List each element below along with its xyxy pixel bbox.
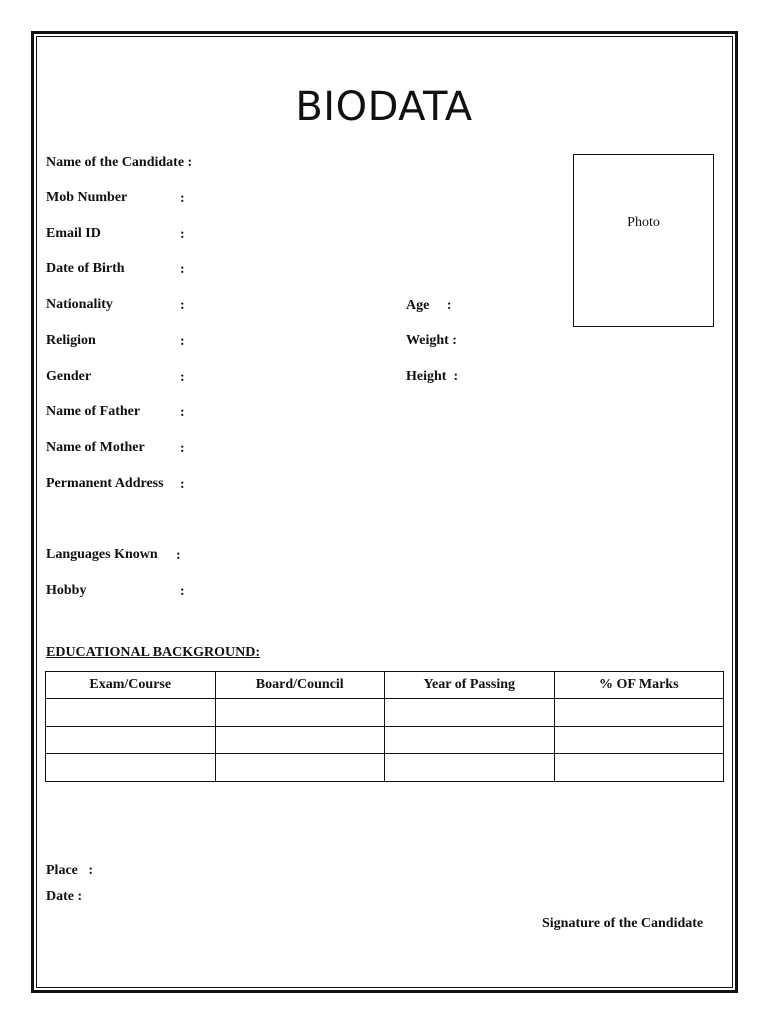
column-header-exam-course: Exam/Course [46,672,216,699]
religion-colon: : [180,334,185,349]
column-header-year-of-passing: Year of Passing [385,672,555,699]
table-cell [385,699,555,727]
hobby-colon: : [180,584,185,599]
hobby-label: Hobby [46,583,87,598]
table-cell [554,699,724,727]
photo-box [573,154,714,327]
email-label: Email ID [46,226,101,241]
mother-name-label: Name of Mother [46,440,145,455]
father-name-label: Name of Father [46,404,141,419]
table-cell [554,726,724,754]
address-colon: : [180,477,185,492]
table-cell [385,754,555,782]
candidate-name-label: Name of the Candidate : [46,155,193,170]
religion-label: Religion [46,333,96,348]
table-row [46,754,724,782]
dob-label: Date of Birth [46,261,125,276]
place-label: Place : [46,863,94,878]
nationality-colon: : [180,298,185,313]
table-cell [215,699,385,727]
education-header-row [46,672,724,699]
height-label: Height : [406,369,459,384]
mob-number-colon: : [180,191,185,206]
weight-label: Weight : [406,333,457,348]
table-cell [385,726,555,754]
age-label: Age : [406,298,452,313]
column-header-percent-marks: % OF Marks [554,672,724,699]
table-row [46,699,724,727]
email-colon: : [180,227,185,242]
gender-colon: : [180,370,185,385]
table-cell [215,726,385,754]
dob-colon: : [180,262,185,277]
table-cell [215,754,385,782]
page-title: BIODATA [295,84,473,130]
table-cell [46,726,216,754]
table-cell [46,699,216,727]
mother-name-colon: : [180,441,185,456]
date-label: Date : [46,889,83,904]
education-heading: EDUCATIONAL BACKGROUND: [46,645,261,660]
address-label: Permanent Address [46,476,164,491]
table-cell [554,754,724,782]
mob-number-label: Mob Number [46,190,128,205]
table-row [46,726,724,754]
father-name-colon: : [180,405,185,420]
languages-label: Languages Known [46,547,158,562]
column-header-board-council: Board/Council [215,672,385,699]
nationality-label: Nationality [46,297,113,312]
gender-label: Gender [46,369,92,384]
photo-label: Photo [627,215,660,230]
table-cell [46,754,216,782]
education-table [45,671,724,782]
signature-label: Signature of the Candidate [542,916,704,931]
languages-colon: : [176,548,181,563]
